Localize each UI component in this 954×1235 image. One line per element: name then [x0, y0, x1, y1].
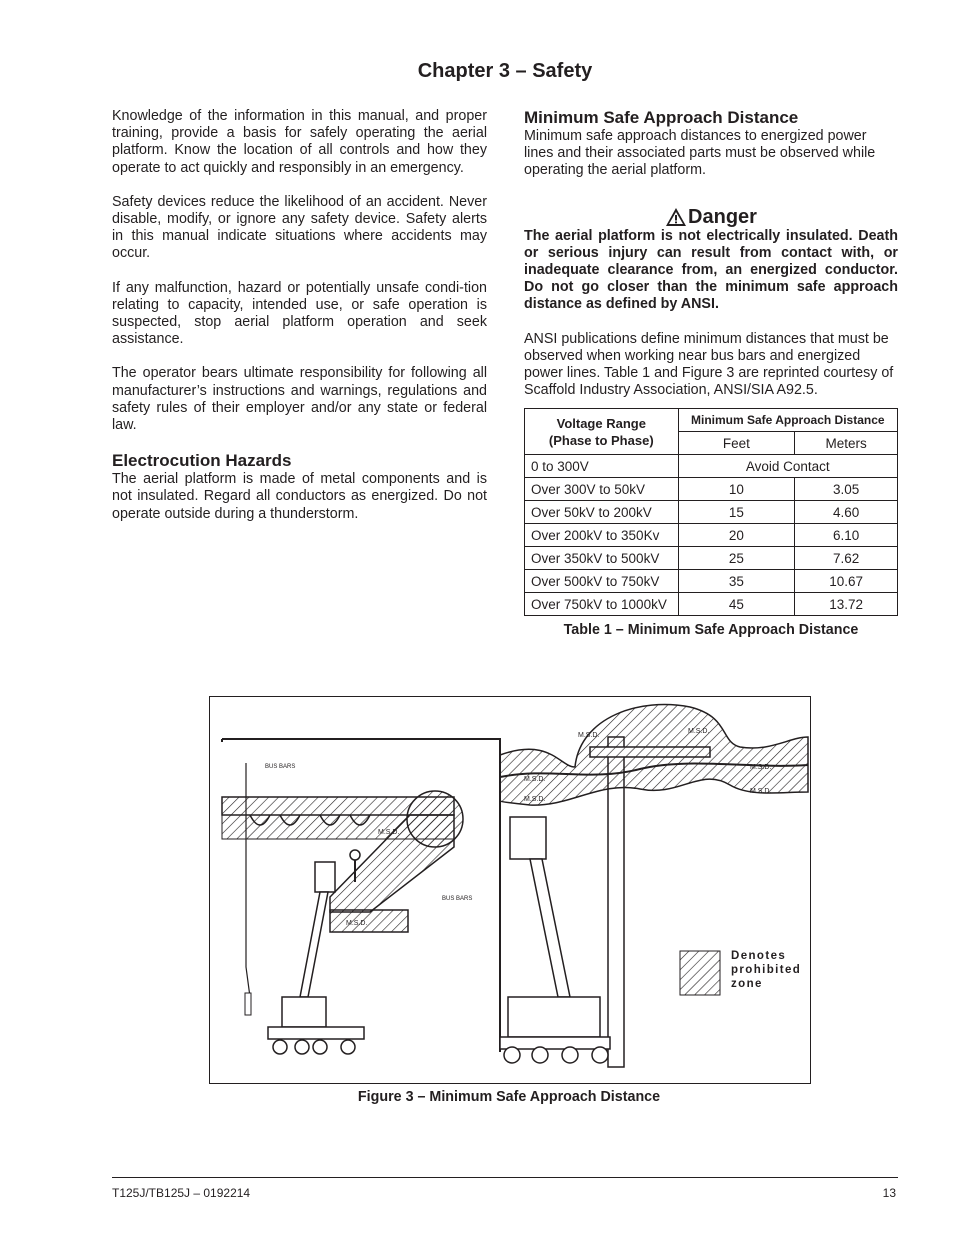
table-row — [525, 524, 898, 547]
electrocution-text: The aerial platform is made of metal components and is not insulated. Regard all conductors as energized. Do not operate outside during a thunderstorm. — [112, 471, 487, 522]
feet-cell: 15 — [678, 501, 795, 524]
danger-heading — [524, 206, 898, 228]
msd-label: M.S.D. — [378, 829, 400, 836]
msd-figure — [209, 696, 811, 1084]
msd-label: M.S.D. — [524, 796, 546, 803]
feet-header: Feet — [678, 432, 795, 455]
danger-text: The aerial platform is not electrically insulated. Death or serious injury can result from contact with, or inadequate clearance from, an energized conductor. Do not go closer than the minimum safe approach distance as defined by ANSI. — [524, 227, 898, 313]
voltage-cell: Over 50kV to 200kV — [525, 501, 679, 524]
left-column — [112, 108, 487, 523]
voltage-header-line1: Voltage Range — [556, 415, 646, 431]
msd-label: M.S.D. — [346, 920, 368, 927]
bus-bars-top-label: BUS BARS — [265, 764, 296, 770]
danger-label: Danger — [688, 205, 757, 228]
meters-cell: 4.60 — [795, 501, 898, 524]
msd-intro: Minimum safe approach distances to energized power lines and their associated parts must be observed while operating the aerial platform. — [524, 128, 876, 179]
malfunction-paragraph: If any malfunction, hazard or potentially unsafe condi-tion relating to capacity, intended use, or safe operation is suspected, stop aerial platform operation and seek assistance. — [112, 279, 487, 348]
voltage-cell: Over 300V to 50kV — [525, 478, 679, 501]
document-id: T125J/TB125J – 0192214 — [112, 1186, 251, 1200]
table-row — [525, 593, 898, 616]
voltage-cell: 0 to 300V — [525, 455, 679, 478]
table-row — [525, 478, 898, 501]
msd-label: M.S.D. — [578, 732, 600, 739]
legend-line: Denotes — [731, 950, 787, 962]
bus-bars-mid-label: BUS BARS — [442, 896, 473, 902]
legend-line: prohibited — [731, 964, 802, 976]
legend-line: zone — [731, 978, 763, 990]
feet-cell: 10 — [678, 478, 795, 501]
meters-header: Meters — [795, 432, 898, 455]
feet-cell: 35 — [678, 570, 795, 593]
voltage-cell: Over 750kV to 1000kV — [525, 593, 679, 616]
voltage-cell: Over 350kV to 500kV — [525, 547, 679, 570]
msd-label: M.S.D. — [524, 776, 546, 783]
intro-paragraph: Knowledge of the information in this manual, and proper training, provide a basis for safely operating the aerial platform. Know the location of all controls and how they operate to act quickly and responsibly in an emergency. — [112, 108, 487, 176]
footer-divider — [112, 1177, 898, 1178]
feet-cell: 45 — [678, 593, 795, 616]
meters-cell: 10.67 — [795, 570, 898, 593]
table-row — [525, 501, 898, 524]
msd-label: M.S.D. — [750, 788, 772, 795]
ansi-paragraph: ANSI publications define minimum distances that must be observed when working near bus bars and energized power lines. Table 1 and Figure 3 are reprinted courtesy of Scaffold Industry Association, ANSI/SIA A92.5. — [524, 330, 894, 399]
responsibility-paragraph: The operator bears ultimate responsibility for following all manufacturer’s instructions and warnings, regulations and safety rules of their employer and/or any state or federal law. — [112, 365, 487, 434]
msd-label: M.S.D. — [688, 728, 710, 735]
table-row — [525, 570, 898, 593]
voltage-cell: Over 200kV to 350Kv — [525, 524, 679, 547]
msd-header: Minimum Safe Approach Distance — [678, 409, 897, 432]
meters-cell: 7.62 — [795, 547, 898, 570]
msd-illustration — [210, 697, 810, 1083]
meters-cell: 13.72 — [795, 593, 898, 616]
feet-cell: 25 — [678, 547, 795, 570]
msd-heading: Minimum Safe Approach Distance — [524, 108, 799, 127]
meters-cell: 6.10 — [795, 524, 898, 547]
voltage-cell: Over 500kV to 750kV — [525, 570, 679, 593]
right-column — [524, 108, 898, 399]
voltage-header — [525, 409, 679, 455]
table-row — [525, 455, 898, 478]
figure-caption: Figure 3 – Minimum Safe Approach Distance — [357, 1089, 661, 1105]
page-number: 13 — [882, 1186, 896, 1200]
msd-table — [524, 408, 898, 616]
avoid-contact-cell: Avoid Contact — [678, 455, 897, 478]
warning-triangle-icon — [665, 207, 687, 227]
msd-label: M.S.D. — [750, 764, 772, 771]
feet-cell: 20 — [678, 524, 795, 547]
prohibited-zone-legend — [731, 949, 801, 991]
safety-devices-paragraph: Safety devices reduce the likelihood of an accident. Never disable, modify, or ignore any safety device. Safety alerts in this manual indicate situations where accidents may occur. — [112, 193, 487, 262]
page-title: Chapter 3 – Safety — [417, 60, 593, 82]
electrocution-heading: Electrocution Hazards — [112, 451, 292, 471]
meters-cell: 3.05 — [795, 478, 898, 501]
table-caption: Table 1 – Minimum Safe Approach Distance — [563, 622, 859, 638]
table-row — [525, 547, 898, 570]
voltage-header-line2: (Phase to Phase) — [548, 432, 654, 448]
